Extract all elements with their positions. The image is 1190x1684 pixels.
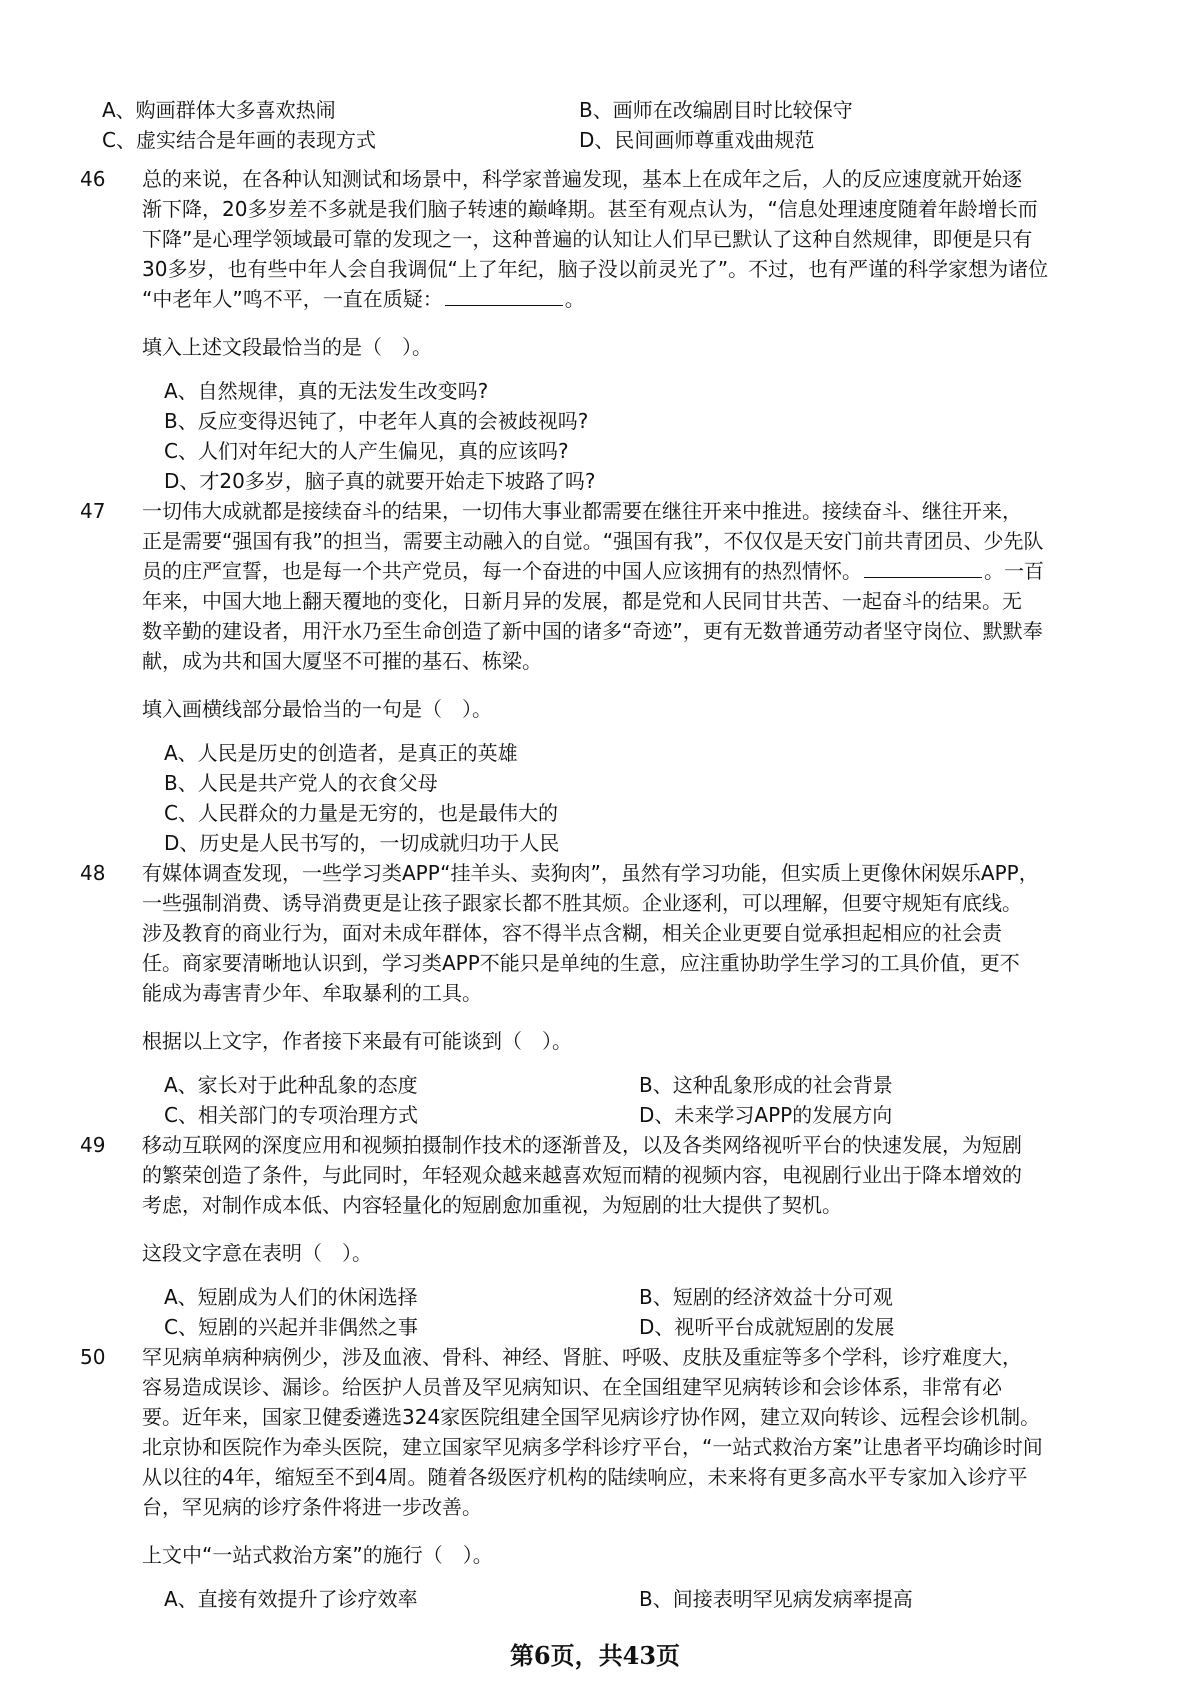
q50-option-b: B、间接表明罕见病发病率提高	[639, 1587, 913, 1611]
q49-option-b: B、短剧的经济效益十分可观	[639, 1285, 893, 1309]
q47-line3-after: 。一百	[984, 559, 1044, 583]
q50-number: 50	[80, 1345, 106, 1369]
q47-option-d: D、历史是人民书写的，一切成就归功于人民	[164, 831, 560, 855]
q50-text-line-6: 台，罕见病的诊疗条件将进一步改善。	[142, 1495, 482, 1519]
q46-text-line-2: 渐下降，20多岁差不多就是我们脑子转速的巅峰期。甚至有观点认为，“信息处理速度随着年龄增长而	[142, 197, 1038, 221]
q46-option-d: D、才20多岁，脑子真的就要开始走下坡路了吗?	[164, 469, 596, 493]
q48-option-d: D、未来学习APP的发展方向	[639, 1103, 893, 1127]
q47-text-line-3	[142, 556, 1044, 586]
q48-text-line-4: 任。商家要清晰地认识到，学习类APP不能只是单纯的生意，应注重协助学生学习的工具价值，更不	[142, 951, 1020, 975]
q46-prompt: 填入上述文段最恰当的是（ ）。	[142, 335, 432, 359]
q45-option-c: C、虚实结合是年画的表现方式	[102, 128, 376, 152]
q47-prompt: 填入画横线部分最恰当的一句是（ ）。	[142, 697, 492, 721]
q46-option-b: B、反应变得迟钝了，中老年人真的会被歧视吗?	[164, 409, 589, 433]
q50-option-a: A、直接有效提升了诊疗效率	[164, 1587, 418, 1611]
q48-option-b: B、这种乱象形成的社会背景	[639, 1073, 893, 1097]
q47-option-b: B、人民是共产党人的衣食父母	[164, 771, 438, 795]
q45-option-b: B、画师在改编剧目时比较保守	[579, 98, 853, 122]
q49-prompt: 这段文字意在表明（ ）。	[142, 1241, 372, 1265]
q46-blank	[445, 285, 563, 306]
q49-option-d: D、视听平台成就短剧的发展	[639, 1315, 895, 1339]
q48-prompt: 根据以上文字，作者接下来最有可能谈到（ ）。	[142, 1029, 572, 1053]
q46-option-a: A、自然规律，真的无法发生改变吗?	[164, 379, 489, 403]
q46-text-line-1: 总的来说，在各种认知测试和场景中，科学家普遍发现，基本上在成年之后，人的反应速度就开始逐	[142, 167, 1022, 191]
q48-text-line-3: 涉及教育的商业行为，面对未成年群体，容不得半点含糊，相关企业更要自觉承担起相应的社会责	[142, 921, 1002, 945]
q46-option-c: C、人们对年纪大的人产生偏见，真的应该吗?	[164, 439, 569, 463]
q50-text-line-1: 罕见病单病种病例少，涉及血液、骨科、神经、肾脏、呼吸、皮肤及重症等多个学科，诊疗难度大，	[142, 1345, 1022, 1369]
q47-text-line-1: 一切伟大成就都是接续奋斗的结果，一切伟大事业都需要在继往开来中推进。接续奋斗、继往开来，	[142, 499, 1022, 523]
q49-option-c: C、短剧的兴起并非偶然之事	[164, 1315, 418, 1339]
q48-number: 48	[80, 861, 106, 885]
q50-text-line-2: 容易造成误诊、漏诊。给医护人员普及罕见病知识、在全国组建罕见病转诊和会诊体系，非常有必	[142, 1375, 1002, 1399]
q47-text-line-2: 正是需要“强国有我”的担当，需要主动融入的自觉。“强国有我”，不仅仅是天安门前共青团员、少先队	[142, 529, 1044, 553]
q49-text-line-2: 的繁荣创造了条件，与此同时，年轻观众越来越喜欢短而精的视频内容，电视剧行业出于降本增效的	[142, 1163, 1022, 1187]
q47-blank	[864, 557, 982, 578]
q50-text-line-4: 北京协和医院作为牵头医院，建立国家罕见病多学科诊疗平台，“一站式救治方案”让患者平均确诊时间	[142, 1435, 1043, 1459]
q47-number: 47	[80, 499, 106, 523]
q47-line3-before: 员的庄严宣誓，也是每一个共产党员，每一个奋进的中国人应该拥有的热烈情怀。	[142, 559, 862, 583]
q46-number: 46	[80, 167, 106, 191]
q48-text-line-5: 能成为毒害青少年、牟取暴利的工具。	[142, 981, 482, 1005]
q47-text-line-4: 年来，中国大地上翻天覆地的变化，日新月异的发展，都是党和人民同甘共苦、一起奋斗的结果。无	[142, 589, 1022, 613]
q50-text-line-3: 要。近年来，国家卫健委遴选324家医院组建全国罕见病诊疗协作网，建立双向转诊、远程会诊机制。	[142, 1405, 1041, 1429]
q45-option-a: A、购画群体大多喜欢热闹	[102, 98, 336, 122]
q46-text-line-5	[142, 284, 585, 314]
q48-text-line-1: 有媒体调查发现，一些学习类APP“挂羊头、卖狗肉”，虽然有学习功能，但实质上更像休闲娱乐APP，	[142, 861, 1039, 885]
q50-prompt: 上文中“一站式救治方案”的施行（ ）。	[142, 1543, 493, 1567]
q45-option-d: D、民间画师尊重戏曲规范	[579, 128, 815, 152]
q47-option-c: C、人民群众的力量是无穷的，也是最伟大的	[164, 801, 558, 825]
q47-text-line-5: 数辛勤的建设者，用汗水乃至生命创造了新中国的诸多“奇迹”，更有无数普通劳动者坚守岗位、默默奉	[142, 619, 1043, 643]
q46-text-line-3: 下降”是心理学领域最可靠的发现之一，这种普遍的认知让人们早已默认了这种自然规律，即便是只有	[142, 227, 1033, 251]
page-footer: 第6页，共43页	[509, 1641, 681, 1670]
q49-option-a: A、短剧成为人们的休闲选择	[164, 1285, 418, 1309]
q46-line5-before: “中老年人”鸣不平，一直在质疑：	[142, 287, 443, 311]
q48-text-line-2: 一些强制消费、诱导消费更是让孩子跟家长都不胜其烦。企业逐利，可以理解，但要守规矩有底线。	[142, 891, 1022, 915]
q46-line5-after: 。	[564, 287, 585, 311]
q48-option-a: A、家长对于此种乱象的态度	[164, 1073, 418, 1097]
q49-text-line-1: 移动互联网的深度应用和视频拍摄制作技术的逐渐普及，以及各类网络视听平台的快速发展，为短剧	[142, 1133, 1022, 1157]
q47-text-line-6: 献，成为共和国大厦坚不可摧的基石、栋梁。	[142, 649, 542, 673]
q47-option-a: A、人民是历史的创造者，是真正的英雄	[164, 741, 518, 765]
q50-text-line-5: 从以往的4年，缩短至不到4周。随着各级医疗机构的陆续响应，未来将有更多高水平专家加入诊疗平	[142, 1465, 1028, 1489]
q49-text-line-3: 考虑，对制作成本低、内容轻量化的短剧愈加重视，为短剧的壮大提供了契机。	[142, 1193, 842, 1217]
q46-text-line-4: 30多岁，也有些中年人会自我调侃“上了年纪，脑子没以前灵光了”。不过，也有严谨的科学家想为诸位	[142, 257, 1049, 281]
q49-number: 49	[80, 1133, 106, 1157]
q48-option-c: C、相关部门的专项治理方式	[164, 1103, 418, 1127]
